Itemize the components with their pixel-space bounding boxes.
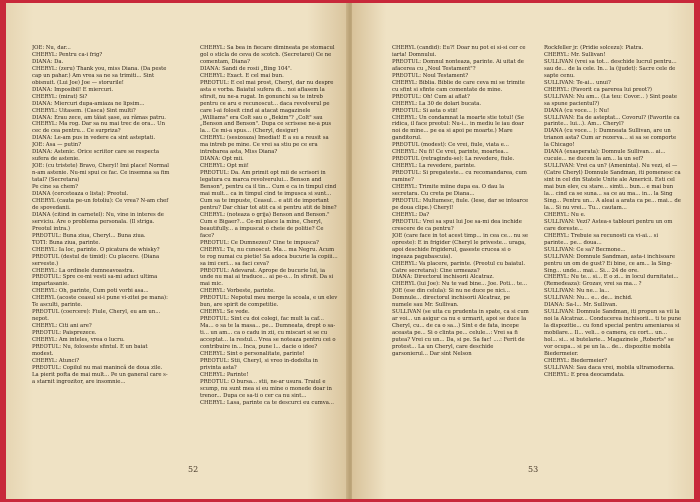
- dialogue-line: CHERYL: Ia loc, parinte. O picatura de whisky?: [32, 246, 160, 253]
- dialogue-line: SULLIVAN: Ce sa? Becmone...: [544, 246, 626, 253]
- dialogue-line: CHERYL: Se vede.: [200, 309, 250, 316]
- book-spread: [6, 3, 694, 499]
- dialogue-line: CHERYL: (mirat) Si?: [32, 93, 88, 100]
- dialogue-line: PREOTUL: O bursa... stii, ne-ar usura. Traiul e scump, nu sunt mea si eu mine o monede doar in trenor... Dupa ce sa-ti o cer ca nu sint...: [200, 378, 332, 399]
- dialogue-line: PREOTUL: Ce Dumnezeu? Cine te impusca?: [200, 239, 319, 246]
- dialogue-line: JOE (ese din celula): Si nu ne duce pe nici... Domnule... directorul inchisorii Alcatraz, pe numele sau Mr. Sullivan.: [392, 288, 511, 309]
- right-page: [352, 3, 694, 499]
- dialogue-line: CHERYL: Sa bea in fiecare dimineata pe stomacul gol o sticla de ceva de scotch. (Secretarei) Ce ne comentam, Diana?: [200, 45, 335, 65]
- dialogue-line: CHERYL: Vorbeste, parinte.: [200, 288, 275, 295]
- dialogue-line: SULLIVAN (vrei sa tot... deschide lucrul pentru... sau de... de la cele. In... la (ijudet): Sacre cele de sapte cenu.: [544, 58, 677, 79]
- dialogue-line: DIANA (citind in carnetel): Nu, vine in interes de serviciu. Are o problema personala. (Il striga. Preotul intra.): [32, 211, 164, 232]
- left-page: [6, 3, 348, 499]
- left-page-column-2: [200, 45, 338, 455]
- dialogue-line: CHERYL (acoste ceasul si-i pune vi-zitei pe mana): Te asculti, parinte.: [32, 295, 168, 309]
- dialogue-line: TOTI: Buna ziua, parinte.: [32, 239, 101, 246]
- dialogue-line: JOE: Nu, dar...: [32, 45, 71, 51]
- dialogue-line: SULLIVAN: Nu ne... la...: [544, 288, 610, 295]
- dialogue-line: CHERYL: Nu e.: [544, 211, 586, 218]
- dialogue-line: DIANA: Erau zece, am tăiat șase, au rămas patru.: [32, 114, 166, 121]
- dialogue-line: CHERYL: Lasa, parinte ca te descurci eu cumva...: [200, 399, 334, 406]
- dialogue-line: CHERYL (lui Joe): Nu te vad bine... Joe. Poti... te...: [392, 281, 528, 288]
- dialogue-line: PREOTUL (modest): Ce vrei, fiule, viata e...: [392, 142, 509, 149]
- dialogue-line: SULLIVAN (se uita cu prudenta in spate, ca si cum ar voi... un asigur ca nu e urmarit, apoi se duce la Cheryl, cu... de ca o sa...) Sint e de fata, incepe aceasta pe... Si o clinta pe... celule...: Vrei sa fi putea? Vrei cu un... Da, si pe. Sa fac! ....: Ferit de protest... La un Cheryl, care deschide garsonierul... Dar sint Nelson: [392, 309, 529, 357]
- dialogue-line: DIANA (cu voce... ): Nu!: [544, 107, 610, 114]
- dialogue-line: DIANA: Sa-l... Mr. Sullivan.: [544, 302, 618, 309]
- dialogue-line: CHERYL: Trimite miine dupa ea. O dau la secretara. Cu creta pe Diana...: [392, 184, 505, 198]
- dialogue-line: PREOTUL: Copilul nu mai manincă de doua zile. La pierit pofta de mai mult... Pe un ganeral care s-a starnit ingrozitor, are insomnie...: [32, 364, 168, 385]
- dialogue-line: CHERYL: Parinte!: [200, 371, 249, 378]
- dialogue-line: CHERYL: Mr. Sullivan!: [544, 51, 606, 58]
- dialogue-line: PREOTUL: Vrei sa spui lui Joe sa-mi dea inchide crescere de ca pentru?: [392, 218, 522, 232]
- dialogue-line: CHERYL: La revedere, parinte.: [392, 163, 476, 170]
- dialogue-line: CHERYL: Un condamnat la moarte stie totul! (Se ridica, il face preotul: Nu-i... in mediu le iau doar noi de mine... pe ea si apoi pe moarte.) Mare ganditorul.: [392, 114, 524, 142]
- dialogue-line: DIANA: Imposibil! E miercuri.: [32, 86, 114, 93]
- dialogue-line: CHERYL: Oh, parinte, Cum poti vorbi asa...: [32, 288, 149, 295]
- dialogue-line: PREOTUL: Si asta o stii!: [392, 107, 458, 114]
- dialogue-line: SULLIVAN: Domnule Sandman, iti propun sa vii la noi la Alcatraz... Conducerea inchisorii... ti te pune la dispozitie... cu fond special pentru ameniarea si mobilare... Il... veli... o camera, cu cort... un... hol... si... si butelarie... Magazinele „Roberts" se vor ocupa... si pe un la... de... dispozitie mobila Biedermeier.: [544, 309, 682, 357]
- dialogue-line: DIANA: Miercuri dupa-amiaza ne lipsim...: [32, 100, 145, 107]
- dialogue-line: CHERYL: (Favorit ca parerea lui preot?): [544, 86, 652, 93]
- dialogue-line: CHERYL: Exact. E cel mai bun.: [200, 72, 284, 79]
- dialogue-line: PREOTUL: Buna ziua, Cheryl... Buna ziua.: [32, 232, 146, 239]
- dialogue-line: PREOTUL: Stii, Cheryl, si vreo in-dodolta in privinta asta?: [200, 357, 318, 371]
- right-page-column-1: [392, 45, 530, 455]
- dialogue-line: CHERYL: Da?: [392, 211, 430, 218]
- dialogue-line: SULLIVAN: Ea de asteptat... Covorul? (Favorite ca parinte... lui...). Am... Cheryl?: [544, 114, 680, 128]
- dialogue-line: SULLIVAN: Nu am... (La teu: Covor... ) Sint poate sa spune pacientul?): [544, 93, 678, 107]
- dialogue-line: Pe cine sa chem?: [32, 184, 78, 191]
- dialogue-line: JOE: Asa — putin?: [32, 142, 82, 149]
- dialogue-line: CHERYL: Uitasem. (Casca) Sint multi?: [32, 107, 136, 114]
- dialogue-line: PREOTUL: Nepotul meu merge la scoala, e un elev bun, are spirit de competitie.: [200, 295, 338, 309]
- dialogue-line: CHERYL: Biblia. Biblie de care ceva mi se trimite cu sfint si sfinte cam comentate de mine.: [392, 79, 525, 93]
- dialogue-line: PREOTUL (coercere): Fiule, Cheryl, eu am un... nepot.: [32, 309, 161, 323]
- dialogue-line: SULLIVAN: Te-ai... unui?: [544, 79, 611, 86]
- dialogue-line: JOE (care face in tot acest timp... in cea ce... nu se opreste): E in frigider (Cheryl le priveste... uraga, apoi deschide frigiderul, gaseste crucea si o ingeaza pagubascuia).: [392, 232, 529, 260]
- dialogue-line: PREOTUL: Paisprezece.: [32, 330, 97, 337]
- dialogue-line: CHERYL: La ordinele dumneavoastra.: [32, 267, 135, 274]
- dialogue-line: PREOTUL (destul de timid): Cu placere. (Diana serveste.): [32, 253, 160, 267]
- dialogue-line: CHERYL: Tu, nu cunoscut. Ma... ma Negru. Acum te rog numai cu pietie! Sa adoca bucurie la copiii... sa imi ceri... sa faci ceva?: [200, 246, 338, 267]
- dialogue-line: CHERYL: Biedermeier?: [544, 357, 607, 364]
- dialogue-line: CHERYL: Am inteles, vrea o lucru.: [32, 337, 125, 344]
- dialogue-line: CHERYL: (noteaza o grija) Benson and Benson." Cum e Bigaer?... Ce-mi place la mine, Cheryl, beautifully... a impuscat o cheie de politie? Ce face?: [200, 211, 330, 239]
- dialogue-line: SULLIVAN: Sau daca vrei, mobila ultramoderna.: [544, 364, 675, 371]
- dialogue-line: JOE: (cu tristete) Bravo, Cheryl! Imi place! Normal n-am astenie. Nu-mi spui ce fac. Ce insemna sa fim tatal? (Secretara): [32, 163, 170, 184]
- dialogue-line: PREOTUL: Da. Am primit opt mii de scrisori in legatura cu marca revolverului... Benson and Benson", pentru ca il tin... Cum e ca in timpul cind mai mult... ca in timpul cind te impusca si sunt... Cum sa te impuste, Ceasul... e atit de important pentru? Dar chiar tot atit ca si pentru atit de bine?: [200, 170, 337, 211]
- dialogue-line: CHERYL: Ma rog. Dar sa nu mai trec de ora... Un cec de cea pentru... Ce surpriza?: [32, 121, 165, 135]
- left-page-number: 52: [188, 465, 199, 474]
- dialogue-line: SULLIVAN: Nu... e... de... inchid.: [544, 295, 633, 302]
- dialogue-line: CHERYL: Sint o personalitate, parinte!: [200, 350, 305, 357]
- dialogue-line: DIANA (cu voce... ): Dumneata Sullivan, are un trianon asta? Cum ar rezerva... si sa se comporte la Chicago!: [544, 128, 677, 149]
- dialogue-line: DIANA: Le-am pus in vedere ca sint asteptati.: [32, 135, 156, 142]
- dialogue-line: CHERYL: Nu fi! Ce vrei, parinte, moartea...: [392, 149, 509, 156]
- dialogue-line: PREOTUL: E cel mai prost, Cheryl, dar nu despre asta e vorba. Baiatul sufera di... noi aflasem la sfirsit, nu ne-a rugat. In gonunchi sa te intreb pentru ce aru e recunoscut... daca revolverul pe care l-ai folosit cind ai atacat magazinele „Williams" era Colt sau o „Bekim"? „Colt" sau „Benson and Benson". Dupa ce scrisese ne-a pus la... Ce mi-a spus... (Cheryl, desigur): [200, 79, 334, 135]
- dialogue-line: DIANA: Sandi de rosii „Bing 104".: [200, 65, 292, 72]
- dialogue-line: PREOTUL: Oh! Cum ai aflat?: [392, 93, 470, 100]
- dialogue-line: CHERYL: (zeru) Thank you, miss Diana. (Da peste cap un pahar.) Am vrea sa ne sa trimiti... Sint obisnuit. (Lui Joe) Joe — storurile!: [32, 65, 167, 86]
- dialogue-line: DIANA: Opt mii.: [200, 156, 244, 163]
- dialogue-line: DIANA (cerceteaza o lista): Preotul.: [32, 191, 129, 198]
- dialogue-line: CHERYL: Opt mii!: [200, 163, 249, 170]
- dialogue-line: SULLIVAN: Domnule Sandman, asta-i inchisoare pentru un om de gust? Ei bine, ce am... la Sing-Sing... unde... mai... Si... 24 de ore.: [544, 253, 676, 274]
- dialogue-line: CHERYL: Nu te... si... E o zi... in locul durnitatei... (Remedeaza): Grozav, vrei sa ma... ?: [544, 274, 679, 288]
- dialogue-line: PREOTUL: Noul Testament?: [392, 72, 469, 79]
- left-page-column-1: [32, 45, 170, 455]
- dialogue-line: CHERYL: Va placere, parinte. (Preotul cu baiatul. Catre secretara): Cine urmeaza?: [392, 260, 526, 274]
- dialogue-line: DIANA: Directorul inchisorii Alcatraz.: [392, 274, 494, 281]
- dialogue-line: PREOTUL: Sint cu doi colegi, fac mult la caf... Ma... o sa te la masa... pe... Dumneata, drept o sa-ti... un am... ca o cadu in zii, cu miscari si se cu acceptat... la restul... Vrea se noteaza pentru cei o contribuire in... Inca, pune l... dacie o idee?: [200, 316, 336, 350]
- dialogue-line: CHERYL: La 30 de dolari bucata.: [392, 100, 482, 107]
- dialogue-line: PREOTUL: Domnul nonteaza, parinte. Ai uitat de afacerea cu „Noul Testament"?: [392, 58, 524, 72]
- dialogue-line: DIANA (exasperata): Domnule Sullivan... ai... cucuie... ne ducem la am... la un sef?: [544, 149, 666, 163]
- dialogue-line: DIANA: Da.: [32, 58, 64, 65]
- dialogue-line: CHERYL (candid): Eu?! Doar nu pot ei si-si cer ce iarta! Domnului.: [392, 45, 526, 58]
- dialogue-line: PREOTUL: Adevarat. Aprope de bucurie lui, ia unde nu mai ai traduce... ai pe-o... In sfirsit. Da si mai mic.: [200, 267, 334, 288]
- right-page-number: 53: [528, 465, 539, 474]
- dialogue-line: PREOTUL: Spre ce-mi vesti sa-mi aduci ultima impartasanie.: [32, 274, 158, 288]
- dialogue-line: SULLIVAN: Vrei ca un? (Ameninta). Nu vezi, el — (Catre Cheryl) Domnule Sandman, iti pomenesc ca sint in cel din Statele Unite ale Americii. Esti cel mai bun elev, cu stare... simti... bun... e mai bun la... cind ca se suna... sa ce au ma... in... la Sing Sing... Pentru un... A aleai a arata ca pe... mai... de la... Si nu vrei... Tu... cautam...: [544, 163, 681, 211]
- dialogue-line: CHERYL: E prea deocamdata.: [544, 371, 625, 378]
- dialogue-line: Rockfeller jr. (Pridie solcezu): Piatra.: [544, 45, 644, 51]
- right-page-column-2: [544, 45, 682, 455]
- dialogue-line: PREOTUL: Nu, foloseste sfintul. E un baiat modest.: [32, 343, 148, 357]
- dialogue-line: CHERYL: Atunci?: [32, 357, 80, 364]
- dialogue-line: DIANA: Astenic. Orice scriitor care se respecta sufera de astenie.: [32, 149, 160, 163]
- dialogue-line: CHERYL: Pentru ca-i frig?: [32, 51, 103, 58]
- dialogue-line: PREOTUL: Multumesc, fiule. (Iese, dar se intoarce pe doua clipe.) Cheryl!: [392, 197, 529, 211]
- dialogue-line: CHERYL: Citi ani are?: [32, 323, 92, 330]
- dialogue-line: CHERYL (cauta pe-un fotoliu): Ce vrea? N-am chef de spovedanii.: [32, 197, 169, 211]
- dialogue-line: PREOTUL: Si pregateste... cu recomandarea, cum ramine?: [392, 170, 527, 184]
- dialogue-line: CHERYL: Trebuie sa recunosti ca vi-ai... si parinte... pe... doua...: [544, 232, 659, 246]
- dialogue-line: SULLIVAN: Vezi? Astea-s tablouri pentru un om care doreste...: [544, 218, 673, 232]
- dialogue-line: CHERYL: (sesizeaza) Imediat! E a su a reusit sa ma intreb pe mine. Ce vrei sa stiu pe ce era intrebarea asta, Miss Diana?: [200, 135, 329, 156]
- dialogue-line: PREOTUL (retragindu-se): La revedere, fiule.: [392, 156, 515, 163]
